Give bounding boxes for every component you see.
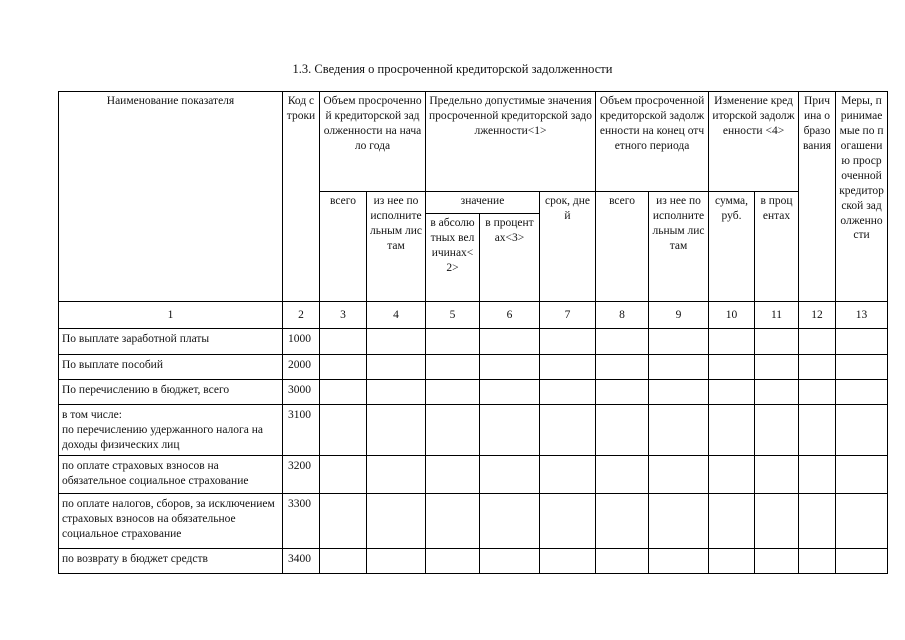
row-code: 3300 — [283, 494, 320, 549]
data-cell[interactable] — [649, 380, 709, 405]
data-cell[interactable] — [426, 355, 480, 380]
data-cell[interactable] — [836, 405, 888, 456]
col-number: 10 — [709, 302, 755, 329]
overdue-payables-table — [58, 91, 888, 574]
col-number: 6 — [480, 302, 540, 329]
data-cell[interactable] — [596, 456, 649, 494]
row-name: По перечислению в бюджет, всего — [59, 380, 283, 405]
data-cell[interactable] — [649, 355, 709, 380]
data-cell[interactable] — [480, 405, 540, 456]
header-percent2: в процентах — [755, 192, 799, 302]
header-change: Изменение кредиторской задолженности <4> — [709, 92, 799, 192]
row-code: 3200 — [283, 456, 320, 494]
data-cell[interactable] — [320, 329, 367, 355]
row-name: по оплате страховых взносов на обязательное социальное страхование — [59, 456, 283, 494]
data-cell[interactable] — [755, 329, 799, 355]
data-cell[interactable] — [480, 329, 540, 355]
col-number: 7 — [540, 302, 596, 329]
data-cell[interactable] — [799, 355, 836, 380]
data-cell[interactable] — [755, 549, 799, 574]
row-name: По выплате пособий — [59, 355, 283, 380]
data-cell[interactable] — [367, 456, 426, 494]
data-cell[interactable] — [320, 456, 367, 494]
data-cell[interactable] — [649, 329, 709, 355]
data-cell[interactable] — [755, 380, 799, 405]
header-percent: в процентах<3> — [480, 214, 540, 302]
header-measures: Меры, принимаемые по погашению просроченной кредиторской задолженности — [836, 92, 888, 302]
data-cell[interactable] — [367, 549, 426, 574]
data-cell[interactable] — [320, 405, 367, 456]
table-row — [59, 494, 888, 549]
header-reason: Причина образования — [799, 92, 836, 302]
row-name: По выплате заработной платы — [59, 329, 283, 355]
data-cell[interactable] — [709, 329, 755, 355]
data-cell[interactable] — [426, 405, 480, 456]
data-cell[interactable] — [799, 456, 836, 494]
row-name: по возврату в бюджет средств — [59, 549, 283, 574]
data-cell[interactable] — [367, 329, 426, 355]
data-cell[interactable] — [426, 456, 480, 494]
data-cell[interactable] — [540, 456, 596, 494]
header-code: Код строки — [283, 92, 320, 302]
data-cell[interactable] — [426, 329, 480, 355]
row-code: 2000 — [283, 355, 320, 380]
data-cell[interactable] — [480, 456, 540, 494]
row-code: 1000 — [283, 329, 320, 355]
data-cell[interactable] — [709, 549, 755, 574]
col-number: 8 — [596, 302, 649, 329]
data-cell[interactable] — [367, 405, 426, 456]
header-allowed-values: Предельно допустимые значения просроченной кредиторской задолженности<1> — [426, 92, 596, 192]
data-cell[interactable] — [649, 549, 709, 574]
data-cell[interactable] — [709, 494, 755, 549]
data-cell[interactable] — [799, 329, 836, 355]
data-cell[interactable] — [596, 355, 649, 380]
data-cell[interactable] — [755, 494, 799, 549]
data-cell[interactable] — [596, 549, 649, 574]
data-cell[interactable] — [649, 494, 709, 549]
data-cell[interactable] — [836, 456, 888, 494]
col-number: 12 — [799, 302, 836, 329]
data-cell[interactable] — [320, 380, 367, 405]
header-absolute: в абсолютных величинах<2> — [426, 214, 480, 302]
header-total2: всего — [596, 192, 649, 302]
data-cell[interactable] — [836, 549, 888, 574]
data-cell[interactable] — [540, 549, 596, 574]
data-cell[interactable] — [596, 380, 649, 405]
data-cell[interactable] — [367, 380, 426, 405]
data-cell[interactable] — [755, 456, 799, 494]
data-cell[interactable] — [836, 494, 888, 549]
data-cell[interactable] — [836, 329, 888, 355]
row-code: 3000 — [283, 380, 320, 405]
data-cell[interactable] — [709, 380, 755, 405]
data-cell[interactable] — [540, 494, 596, 549]
header-term-days: срок, дней — [540, 192, 596, 302]
data-cell[interactable] — [540, 405, 596, 456]
data-cell[interactable] — [480, 494, 540, 549]
header-end-volume: Объем просроченной кредиторской задолженности на конец отчетного периода — [596, 92, 709, 192]
data-cell[interactable] — [649, 405, 709, 456]
data-cell[interactable] — [320, 549, 367, 574]
data-cell[interactable] — [540, 355, 596, 380]
data-cell[interactable] — [649, 456, 709, 494]
table-row — [59, 405, 888, 456]
data-cell[interactable] — [320, 355, 367, 380]
header-total: всего — [320, 192, 367, 302]
col-number: 4 — [367, 302, 426, 329]
col-number: 13 — [836, 302, 888, 329]
data-cell[interactable] — [426, 494, 480, 549]
data-cell[interactable] — [755, 355, 799, 380]
data-cell[interactable] — [709, 456, 755, 494]
table-row — [59, 329, 888, 355]
data-cell[interactable] — [709, 405, 755, 456]
col-number: 11 — [755, 302, 799, 329]
row-name: по оплате налогов, сборов, за исключением страховых взносов на обязательное социальное страхование — [59, 494, 283, 549]
data-cell[interactable] — [836, 380, 888, 405]
header-sum-rub: сумма, руб. — [709, 192, 755, 302]
data-cell[interactable] — [540, 380, 596, 405]
table-row — [59, 380, 888, 405]
table-row — [59, 456, 888, 494]
header-name: Наименование показателя — [59, 92, 283, 302]
row-code: 3100 — [283, 405, 320, 456]
data-cell[interactable] — [799, 549, 836, 574]
data-cell[interactable] — [596, 329, 649, 355]
section-title: 1.3. Сведения о просроченной кредиторской задолженности — [292, 62, 613, 76]
table-row — [59, 549, 888, 574]
data-cell[interactable] — [426, 380, 480, 405]
header-start-volume: Объем просроченной кредиторской задолженности на начало года — [320, 92, 426, 192]
data-cell[interactable] — [836, 355, 888, 380]
table-row — [59, 355, 888, 380]
data-cell[interactable] — [480, 355, 540, 380]
col-number: 9 — [649, 302, 709, 329]
col-number: 2 — [283, 302, 320, 329]
data-cell[interactable] — [709, 355, 755, 380]
col-number: 5 — [426, 302, 480, 329]
data-cell[interactable] — [367, 494, 426, 549]
data-cell[interactable] — [480, 380, 540, 405]
data-cell[interactable] — [480, 549, 540, 574]
header-including-exec: из нее по исполнительным листам — [367, 192, 426, 302]
data-cell[interactable] — [426, 549, 480, 574]
header-value: значение — [426, 192, 540, 214]
col-number: 1 — [59, 302, 283, 329]
data-cell[interactable] — [596, 405, 649, 456]
col-number: 3 — [320, 302, 367, 329]
data-cell[interactable] — [540, 329, 596, 355]
data-cell[interactable] — [799, 405, 836, 456]
data-cell[interactable] — [799, 380, 836, 405]
data-cell[interactable] — [596, 494, 649, 549]
data-cell[interactable] — [367, 355, 426, 380]
data-cell[interactable] — [755, 405, 799, 456]
data-cell[interactable] — [799, 494, 836, 549]
row-name: в том числе: по перечислению удержанного налога на доходы физических лиц — [59, 405, 283, 456]
data-cell[interactable] — [320, 494, 367, 549]
row-code: 3400 — [283, 549, 320, 574]
header-including-exec2: из нее по исполнительным листам — [649, 192, 709, 302]
